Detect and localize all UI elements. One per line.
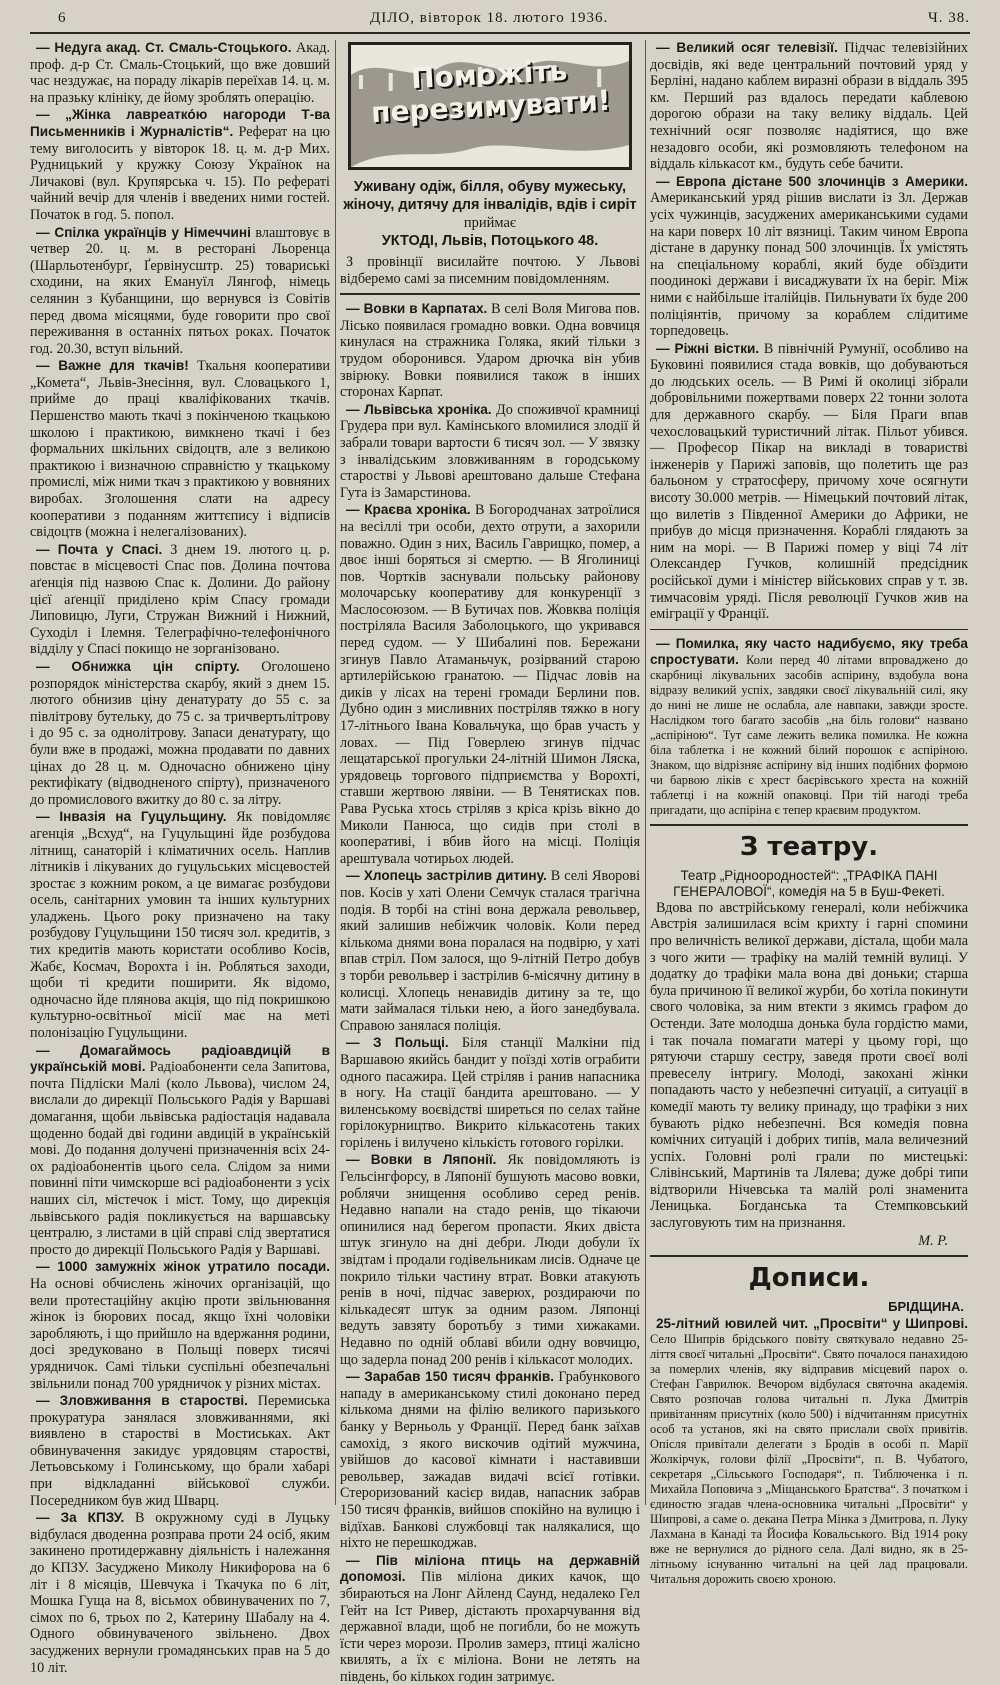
news-item xyxy=(650,40,968,173)
news-item xyxy=(30,225,330,358)
news-item xyxy=(30,809,330,1041)
item-title: — За КПЗУ. xyxy=(36,1510,125,1526)
item-title: — „Жінка лавреатко́ю нагороди Т-ва Письменників і Журналістів“. xyxy=(30,107,330,139)
item-text: Американський уряд рішив вислати із Зл. Держав усіх чужинців, засуджених американськими судами на кари поверх 10 літ вязниці. Таким чином Европа дістане в дарунку понад 500 злочинців. Їх умістять на спеціальному кораблі, який буде обїздити поодинокі держави і висаджувати їх на беріг. Між ними є найбільше італійців. Пильнувати їх буде 200 поліціянтів, причому за кораблем слідитиме торпедовець. xyxy=(650,190,968,340)
item-title: — Зловживання в старостві. xyxy=(36,1393,248,1409)
item-text: В окружному суді в Луцьку відбулася дводенна розправа проти 24 осіб, яким закинено протидержавну діяльність і належання до КПЗУ. Засуджено Миколу Никифорова на 6 літ і 8 місяців, Шевчука і Ткачука по 6 літ, Мошка Гуща на 8, вісьмох обвинувачених по 7, сімох по 6, трьох по 2, Катерину Шабалу на 4. Одного обвинуваченого звільнено. Двох засуджених вернули громадянських прав на 5 до 10 літ. xyxy=(30,1510,331,1676)
item-title: — Великий осяг телевізії. xyxy=(656,40,838,55)
item-text: Акад. проф. д-р Ст. Смаль-Стоцький, що вже довший час нездужає, на пораду лікарів переїхав 14. ц. м. на празьку клініку, де йому зроблять операцію. xyxy=(30,40,330,106)
item-title: — Важне для ткачів! xyxy=(36,358,189,374)
item-title: — З Польщі. xyxy=(346,1035,449,1051)
item-title: — Домагаймось радіоавдицій в українській мові. xyxy=(30,1042,330,1075)
item-title: — Недуга акад. Ст. Смаль-Стоцького. xyxy=(36,40,292,55)
item-title: — Зарабав 150 тисяч франків. xyxy=(346,1369,555,1385)
item-text: Як повідомляють із Гельсінгфорсу, в Ляпонії бушують масово вовки, роблячи знищення особливо серед ренів. Недавно напали на стадо ренів, що тікаючи опинилися над берегом пропасти. Яких двіста штук згинуло на дні дебри. Люди добули їх звідтам і продали годівельникам лисів. Одначе це покрило тільки частину втрат. Вовки атакують ренів в ночі, підчас заверюх, роздираючи по кількадесят штук за одним разом. Ляпонці ведуть завзяту боротьбу з тими хижаками. Недавно по одній облаві вбили одну вовчицю, що задерла понад 200 ренів і кількасот молодих. xyxy=(340,1152,641,1368)
item-text: В північній Румунії, особливо на Буковині появилися стада вовків, що добуваються до людських осель. — В Римі й околиці зібрали добровільними пожертвами поверх 22 тонни золота для державного скарбу. — Біля Праги впав чехословацький туристичний літак. Пільот убився. — Професор Пікар на викладі в товаристві інженерів у Парижі заповів, що полетить ще раз бальоном у стратосферу, причому хоче осягнути висоту 30.000 метрів. — Німецький почтовий літак, що вилетів з Південної Америки до Африки, не прибув до місця призначення. Кораблі глядають за ним на морі. — В Парижі помер у віці 74 літ Олександер Гучков, колишній предсідник російської думи і міністер військових справ у т. зв. тимчасовім уряді. Після революції Гучков жив на еміграції у Франції. xyxy=(650,340,969,623)
item-title: — Ріжні вістки. xyxy=(656,340,760,356)
item-text: Радіоабоненти села Запитова, почта Підліски Малі (коло Львова), числом 24, вислали до дирекції Польського Радія у Варшаві домагання, щоби львівська радіостація надавала щоденно бодай дві години авдицій в українській мові. До подання долучені призначеннія всіх 24-ох радіоабонентів цього села. Слідом за ними повинні піти чимскорше всі радіоабоненти з усіх наших сіл, містечок і міст. Тому, що дирекція львівського радія покликується на варшавську централю, з листами в цій справі слід звертатися просто до дирекції Польського Радія у Варшаві. xyxy=(30,1059,331,1258)
theatre-section-title: З театру. xyxy=(739,831,879,862)
item-text: Біля станції Малкіни під Варшавою якийсь бандит у поїзді хотів ограбити одного пасажира. Цей стріляв і ранив напасника в ногу. На стації бандита арештовано. — У виленському воєвідстві ширеться по селах тайне горілокурництво. Викрито кількасотень таких горілень і вилучено кількість готового горілки. xyxy=(340,1035,641,1151)
news-item xyxy=(30,40,330,106)
item-text: Реферат на цю тему виголосить у вівторок 18. ц. м. д-р Мих. Рудницький у кружку Союзу Українок на Личакові (вул. Крупярська ч. 15). По рефераті чайний вечір для членів і введених ними гостей. Початок в год. 5. попол. xyxy=(30,123,330,223)
news-item xyxy=(30,1510,330,1676)
column-right xyxy=(650,40,969,1586)
item-text: Як повідомляє агенція „Всхуд“, на Гуцульщині йде розбудова літнищ, санаторій і кліматичних осель. Наплив літників і лікуваних до гуцульських місцевостей зростає з кожним роком, а це вимагає розбудови осель, санітарних умовин та інших культурних уладжень. Цього року призначено на таку розбудову Гуцульщини 150 тисяч зол. кредитів, з тих кредитів мають користати особливо Косів, Жабє, Космач, Ворохта і ін. Робляться заходи, щоби ті кредити поширити. Як відомо, одночасно йде плянова акція, що під покришкою культурно-освітньої місії має на меті полонізацію Гуцульщини. xyxy=(30,809,330,1042)
news-item xyxy=(30,1259,330,1392)
column-left xyxy=(30,40,331,1676)
item-title: — Краєва хроніка. xyxy=(346,502,471,518)
item-title: — Львівська хроніка. xyxy=(346,401,492,417)
section-rule xyxy=(650,1255,968,1257)
news-item xyxy=(30,358,330,541)
issue-number: Ч. 38. xyxy=(928,10,970,26)
item-title: — Обнижка цін спірту. xyxy=(36,658,240,674)
ad-address: УКТОДІ, Львів, Потоцького 48. xyxy=(381,233,599,249)
news-item xyxy=(340,868,640,1034)
section-rule xyxy=(650,824,968,826)
ad-text: Уживану одіж, білля, обуву мужеську, жіночу, дитячу для інвалідів, вдів і сиріт xyxy=(343,179,637,213)
item-text: З днем 19. лютого ц. р. повстає в місцевості Спас пов. Долина почтова аґенція під назвою Спас к. Долини. До району цієї аґенції приділено крім Спасу громади Липовицю, Луги, Стружан Вижний і Нижний, Суходіл і Ілемня. Телеграфічно-телефонічного відділу у Спасі покищо не зорганізовано. xyxy=(30,541,331,658)
news-item xyxy=(650,341,968,623)
item-text: До споживчої крамниці Грудера при вул. Камінського вломилися злодії й забрали товари вартости 6 тисяч зол. — У звязку з інвалідським зловживанням в городському старостві у Львові арештовано дальше Стефана Гута із Замарстинова. xyxy=(340,401,641,501)
item-text: Ткальня кооперативи „Комета“, Львів-Знесіння, вул. Словацького 1, прийме до праці кваліфікованих ткачів. Першенство мають ткачі з покінченою ткацькою школою і практикою, вимкнено ткачі і без формальних шкільних свідоцтв, але з великою практикою і визначною справністю у ткацькому промислі, між ними ткач з практикою у вовняних виробах. Зголошення слати на адресу кооперативи з поданням життєпису і відписів свідоцтв (можна і нелегалізованих). xyxy=(30,358,331,541)
ad-body xyxy=(340,178,640,250)
ad-footnote: З провінції висилайте почтою. У Львові відберемо самі за писемним повідомленням. xyxy=(340,254,640,287)
item-title: — Почта у Спасі. xyxy=(36,541,163,557)
item-title: — Спілка українців у Німеччині xyxy=(36,224,251,240)
news-item xyxy=(340,301,640,401)
item-text: На основі обчислень жіночих організацій, що вели протестаційну акцію проти звільнювання жінок із бюрових посад, якщо їхні чоловіки заробляють, і що прийшло на вдержання родини, досі зредуковано в Польщі поверх тисячі урядничок. Самі тільки суспільні обезпечальні звільнили понад 700 урядничок у різних містах. xyxy=(30,1275,330,1392)
item-title: 25-літний ювилей чит. „Просвіти“ у Шипрові. xyxy=(656,1315,968,1331)
item-title: — 1000 замужніх жінок утратило посади. xyxy=(36,1259,330,1275)
page-header xyxy=(30,8,970,32)
advert-item xyxy=(650,636,968,818)
item-text: В селі Яворові пов. Косів у хаті Олени Семчук сталася трагічна подія. В торбі на стіні вона держала револьвер, який залишив небіжчик чоловік. Коли перед кількома днями вона поралася на подвірю, у хаті впав стріл. Пом залося, що 9-літній Петро добув з торби револьвер і застрілив 6-місячну дитину в колисці. Хлопець ненавидів дитину за те, що мати займалася тільки нею, а його занедбувала. Справою занялася поліція. xyxy=(340,868,641,1034)
item-title: — Помилка, яку часто надибуємо, яку треба спростувати. xyxy=(650,635,968,667)
column-middle xyxy=(340,40,641,1685)
ad-accepts: приймає xyxy=(463,215,517,231)
news-item xyxy=(340,1035,640,1151)
item-title: — Вовки в Ляпонії. xyxy=(346,1152,497,1168)
item-title: — Інвазія на Гуцульщину. xyxy=(36,809,227,825)
item-title: — Вовки в Карпатах. xyxy=(346,301,488,317)
header-rule xyxy=(30,32,970,34)
news-item xyxy=(30,659,330,808)
item-text: В селі Воля Мигова пов. Лісько появилася громадно вовки. Одна вовчиця кинулася на стражника Голяка, який тільки з трудом оборонився. Ударом дрючка він убив звірюку. Вовки появилися також в інших сторонах Карпат. xyxy=(340,301,641,401)
item-text: Підчас телевізійних досвідів, які веде центральний почтовий уряд у Берліні, надано каблем виразні образи в віддаль 395 км. Перший раз вдалось передати каблевою дорогою образи на таку велику віддаль. Цей технічний осяг позволяє надіятися, що вже незадовго особи, які розмовляють телефоном на віддаль кількасот км., будуть себе бачити. xyxy=(650,40,968,173)
item-text: В Богородчанах затроїлися на весіллі три особи, дехто отрути, а захорили поважно. Один з них, Василь Гаврищко, помер, а двоє інші боряться зі смертю. — В Яголиниці пов. Чортків заснували польську районову молочарську кооперативу для конкуренції з Маслосоюзом. — В Бутичах пов. Жовква поліція постріляла Василя Заболоцького, що укривався перед судом. — У Шибалині пов. Бережани згинув Павло Атаманьчук, розірваний старою артилерійською гранатою. — Підчас ловів на диків у лісах на терені громади Берлини пов. Дубно один з мисливних постріляв тяжко в ногу 17-літнього Івана Ковальчука, що брав участь у ловах. — Під Говерлею згинув підчас лещатарської прогульки 24-літній Шимон Ляска, урядовець торгового підприємства у Ворохті, ставши жертвою лявіни. — В Тенятисках пов. Рава Руська хтось стріляв з кріса крізь вікно до Миколи Панюса, що сидів при столі в кооперативі, і вбив його на місці. Поліція арештувала чотирьох людей. xyxy=(340,502,640,867)
item-text: влаштовує в четвер 20. ц. м. в ресторані Льоренца (Шарльотенбурґ, Ґервінусштр. 25) товариські сходини, на яких Емануїл Лянгоф, німець селянин з Кубанщини, що вернувся із Совітів перед двома місяцями, буде говорити про свої переживання в останніх пятьох роках. Початок год. 20.30, вступ вільний. xyxy=(30,224,330,357)
item-text: Оголошено розпорядок міністерства скарбу, який з днем 15. лютого обнизив ціну денатурату до 55 с. за півлітрову бутельку, до 75 с. за тричвертьлітрову і до 95 с. за однолітрову. Запаси денатурату, що були вже в продажі, можна продавати по давних цінах до 28 ц. м. Одночасно обнижено ціну ректифікату (відводненого спірту), призначеного до промислового вжитку до 80 с. за літру. xyxy=(30,658,330,808)
masthead-line: ДІЛО, вівторок 18. лютого 1936. xyxy=(370,10,609,26)
news-item xyxy=(650,174,968,340)
item-title: — Европа дістане 500 злочинців з Америки. xyxy=(656,173,968,189)
news-item xyxy=(340,402,640,502)
theatre-headline: Театр „Рідноородностей“: „ТРАФІКА ПАНІ ГЕНЕРАЛОВОЇ“, комедія на 5 в Буш-Фекеті. xyxy=(673,867,945,899)
section-rule xyxy=(340,293,640,295)
column-divider xyxy=(335,40,336,1505)
item-title: — Хлопець застрілив дитину. xyxy=(346,868,547,884)
news-item xyxy=(30,542,330,658)
section-rule xyxy=(650,629,968,630)
letters-section-title: Дописи. xyxy=(748,1263,870,1294)
charity-ad-banner xyxy=(348,42,632,170)
news-item xyxy=(30,107,330,223)
news-item xyxy=(30,1043,330,1259)
theatre-review: Вдова по австрійському генералі, коли небіжчика Австрія залишилася всім крихту і гарні спомини про величність великої держави, дістала, щоби мала з чого жити — трафіку на малій темній вулиці. У додатку до трафіки мала вона дві доньки; старша була причиною її великої журби, бо хотіла покинути свого чоловіка, за ним втекти з якимсь графом до Остенди. Зате молодша донька була гордістю мами, і так почала помагати матері у цьому горі, що рятуючи старшу сестру, заведя проти своєї волі превеселу інтригу. Молоді, закохані жінки попадають часто у небезпечні ситуації, а ситуації в комедії мають ту велику принаду, що трафіки з них бувають рідко небезпечні. Вся комедія повна комічних ситуацій і добрих типів, мала величезний успіх. Головні ролі грали по мистецькі: Слівінський, Мартинів та Лялева; дуже добрі типи відтворили Нічевська та малій ролі знаменита Леницька. Богданська та Стемпковський заслуговують тим на признання. xyxy=(650,899,968,1232)
news-item xyxy=(340,1152,640,1368)
region-heading: БРІДЩИНА. xyxy=(888,1299,964,1315)
review-signature: М. Р. xyxy=(918,1232,948,1249)
page-number: 6 xyxy=(58,10,67,26)
item-title: — Пів міліона птиць на державній допомозі. xyxy=(340,1552,640,1585)
item-text: Грабункового нападу в американському стилі доконано перед кількома днями на філію великого паризького банку у Верньоль у Франції. Перед банк заїхав самохід, з якого вискочив одітий мужчина, увійшов до касової кімнати і наставивши револьвер, зажадав видачі всієї готівки. Стероризований касієр видав, напасник забрав 150 тисяч франків, вийшов спокійно на вулицю і відїхав. Банкові службовці так налякалися, що ніхто не перешкоджав. xyxy=(340,1369,640,1552)
news-item xyxy=(340,1553,640,1685)
news-item xyxy=(30,1393,330,1509)
ad-title: Поможіть перезимувати! xyxy=(370,53,612,130)
news-item xyxy=(340,1369,640,1552)
item-text: Коли перед 40 літами впроваджено до скарбниці лікувальних засобів аспірину, вздобула вона відразу великий успіх, завдяки своєї лікувальній силі, яку до нині не лише не ослабла, але навпаки, завжди зросте. Наслідком того багато засобів „на біль голови“ названо „аспіріною“. Тут саме лежить велика помилка. Не кожна біла таблетка і не кожний білий порошок є аспіріною. Знаком, що відрізняє аспірину від інших подібних формою чи барвою ліків є хрест баєрівського хреста на кожній таблетці і на кожній опаковці. При тій нагоді треба пригадати, що аспіріна є тепер краєвим продуктом. xyxy=(650,652,968,817)
item-text: Пів міліона диких качок, що збираються на Лонг Айленд Саунд, недалеко Гел Гейт на Іст Ривер, дістають прохарчування від державної влади, щоб не погибли, бо не можуть їсти через морози. Пролив замерз, птиці жалісно квилять, а їх є міліона. Вони не летять на південь, бо кількох годин затримує. xyxy=(340,1569,640,1685)
letters-item xyxy=(650,1316,968,1587)
item-text: Перемиська прокуратура занялася зловживаннями, які виявлено в старостві в Мостиськах. Акт обвинувачення закидує урядовцям старостві, Летьовському і Голинському, що брали хабарі при відкладанні військової служби. Посередником був жид Шварц. xyxy=(30,1393,331,1509)
news-item xyxy=(340,502,640,867)
item-text: Село Шипрів брідського повіту святкувало недавно 25-ліття своєї читальні „Просвіти“. Свято почалося панахидою за померлих членів, яку відправив місцевий парох о. Стефан Гаврилюк. Вечором відбулася святочна академія. Свято розпочав голова читальні п. Лука Дмитрів привітанням присутніх (коло 500) і відчитанням присутніх особ та установ, які на свято прислали своїх привітів. Опісля привітали делегати з Бродів в особі п. Марії Жолкірчук, голови філії „Просвіти“, п. В. Чубатого, секретаря „Сільського Господаря“, п. Тиблюченка і п. Михайла Поповича з „Міщанського Братства“. З початком і єдиностю згадав члена-основника читальні „Просвіти“ у Шипрові, а саме о. декана Петра Мінка з Дмитрова, п. Луку Лахмана в Канаді та Йосифа Ковальського. Від 1914 року вже не вернулися до рідного села. Далі видно, як в 25-літньому існуванню читальні на цей лад працювали. Читальня дорожить своєю хроною. xyxy=(650,1331,968,1586)
column-divider xyxy=(645,40,646,1505)
